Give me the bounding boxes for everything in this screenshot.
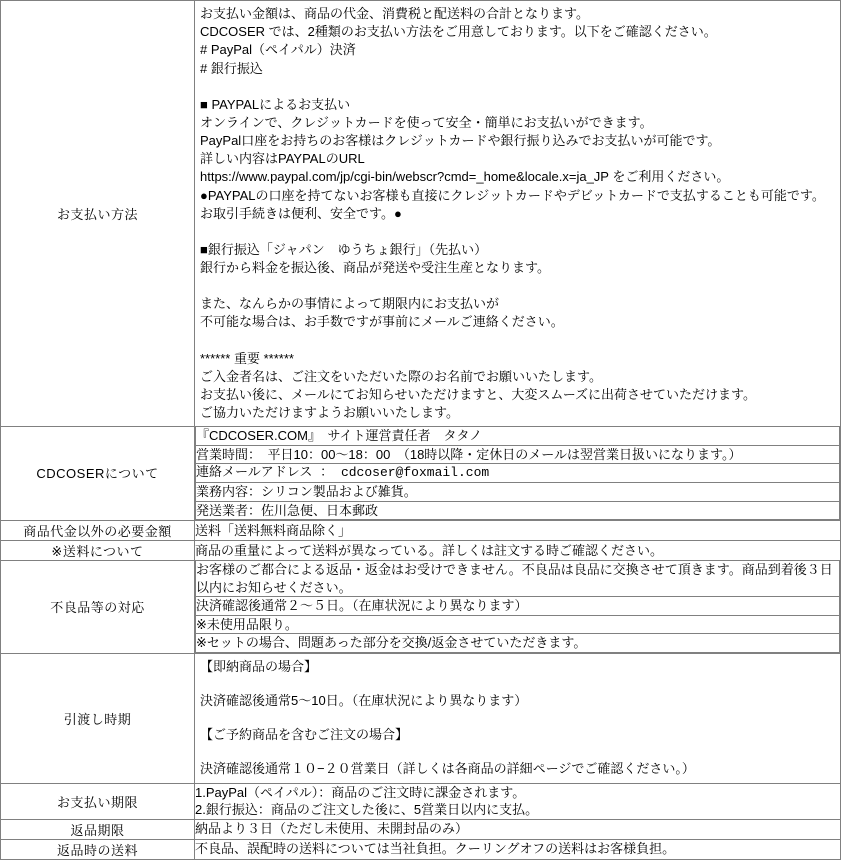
row-content-defective: [195, 561, 841, 654]
payment-line-important: ****** 重要 ******: [200, 350, 294, 366]
payment-line: ●PAYPALの口座を持てないお客様も直接にクレジットカードやデビットカードで支払することも可能です。: [200, 187, 825, 203]
payment-line: また、なんらかの事情によって期限内にお支払いが: [200, 296, 500, 312]
delivery-line-blank: [200, 744, 836, 760]
table-row-shipping: [1, 541, 841, 561]
list-item: 営業時間： 平日10：00〜18：00 （18時以降・定休日のメールは翌営業日扱いになります。）: [196, 445, 840, 464]
payment-line-blank: [200, 78, 836, 96]
payment-line: 銀行から料金を振込後、商品が発送や受注生産となります。: [200, 260, 550, 276]
row-content-return-deadline: [195, 819, 841, 839]
list-item: 『CDCOSER.COM』 サイト運営責任者 タタノ: [196, 427, 840, 445]
row-label-return-shipping: 返品時の送料: [1, 839, 195, 859]
payment-line: CDCOSER では、2種類のお支払い方法をご用意しております。以下をご確認ください。: [200, 24, 717, 40]
row-label-defective: 不良品等の対応: [1, 561, 195, 654]
row-content-about-cdcoser: [195, 427, 841, 521]
row-content-delivery-time: [195, 653, 841, 783]
delivery-line: 【即納商品の場合】: [200, 658, 318, 674]
payment-line-blank: [200, 332, 836, 350]
payment-line-blank: [200, 223, 836, 241]
payment-line: ご協力いただけますようお願いいたします。: [200, 405, 459, 421]
payment-line: # PayPal（ペイパル）決済: [200, 42, 356, 58]
payment-line: 不可能な場合は、お手数ですが事前にメールご連絡ください。: [200, 314, 564, 330]
list-item: 不良品、誤配時の送料については当社負担。クーリングオフの送料はお客様負担。: [195, 841, 676, 857]
row-content-payment-deadline: [195, 783, 841, 819]
list-item: 商品の重量によって送料が異なっている。詳しくは註文する時ご確認ください。: [195, 542, 664, 558]
row-content-shipping: [195, 541, 841, 561]
list-item-email: 連絡メールアドレス ： cdcoser@foxmail.com: [196, 464, 840, 483]
row-label-return-deadline: 返品期限: [1, 819, 195, 839]
list-item: 決済確認後通常２〜５日。（在庫状況により異なります）: [196, 597, 840, 616]
payment-line: ■ PAYPALによるお支払い: [200, 96, 351, 112]
table-row-return-deadline: [1, 819, 841, 839]
list-item: 1.PayPal（ペイパル）：商品のご注文時に課金されます。: [195, 784, 526, 800]
payment-line: オンラインで、クレジットカードを使って安全・簡単にお支払いができます。: [200, 114, 653, 130]
defective-list: [195, 561, 840, 653]
payment-line: お支払い金額は、商品の代金、消費税と配送料の合計となります。: [200, 6, 589, 21]
table-row-return-shipping: [1, 839, 841, 859]
list-item: 発送業者：佐川急便、日本郵政: [196, 501, 840, 520]
table-row-payment-deadline: [1, 783, 841, 819]
table-row-extra-fees: [1, 521, 841, 541]
payment-line: お支払い後に、メールにてお知らせいただけますと、大変スムーズに出荷させていただけます。: [200, 386, 757, 402]
delivery-line-blank: [200, 676, 836, 692]
list-item: ※セットの場合、問題あった部分を交換/返金させていただきます。: [196, 634, 840, 653]
payment-line-blank: [200, 277, 836, 295]
row-label-about-cdcoser: CDCOSERについて: [1, 427, 195, 521]
table-row-defective: [1, 561, 841, 654]
row-label-delivery-time: 引渡し時期: [1, 653, 195, 783]
list-item: 送料「送料無料商品除く」: [195, 522, 352, 538]
payment-line: ご入金者名は、ご注文をいただいた際のお名前でお願いいたします。: [200, 368, 602, 384]
row-content-payment-method: [195, 1, 841, 427]
payment-line: 詳しい内容はPAYPALのURL: [200, 151, 365, 167]
delivery-line: 決済確認後通常5〜10日。（在庫状況により異なります）: [200, 692, 528, 708]
table-row-delivery-time: [1, 653, 841, 783]
list-item: 2.銀行振込：商品のご注文した後に、5営業日以内に支払。: [195, 802, 539, 818]
about-cdcoser-list: [195, 427, 840, 520]
row-label-payment-deadline: お支払い期限: [1, 783, 195, 819]
delivery-line: 【ご予約商品を含むご注文の場合】: [200, 727, 409, 743]
row-content-extra-fees: [195, 521, 841, 541]
payment-line: お取引手続きは便利、安全です。●: [200, 205, 402, 221]
list-item: 納品より３日（ただし未使用、未開封品のみ）: [195, 821, 469, 837]
table-row-about-cdcoser: [1, 427, 841, 521]
list-item: お客様のご都合による返品・返金はお受けできません。不良品は良品に交換させて頂きます。商品到着後３日以内にお知らせください。: [196, 561, 840, 597]
row-label-payment-method: お支払い方法: [1, 1, 195, 427]
payment-line: PayPal口座をお持ちのお客様はクレジットカードや銀行振り込みでお支払いが可能です。: [200, 133, 721, 149]
table-row-payment-method: [1, 1, 841, 427]
list-item: 業務内容：シリコン製品および雑貨。: [196, 482, 840, 501]
list-item: ※未使用品限り。: [196, 615, 840, 634]
row-label-shipping: ※送料について: [1, 541, 195, 561]
row-content-return-shipping: [195, 839, 841, 859]
paypal-url-line: https://www.paypal.com/jp/cgi-bin/webscr?cmd=_home&locale.x=ja_JP をご利用ください。: [200, 169, 730, 185]
payment-line: # 銀行振込: [200, 60, 263, 76]
payment-line: ■銀行振込「ジャパン ゆうちょ銀行」（先払い）: [200, 241, 488, 257]
row-label-extra-fees: 商品代金以外の必要金額: [1, 521, 195, 541]
delivery-line: 決済確認後通常１０−２０営業日（詳しくは各商品の詳細ページでご確認ください。）: [200, 761, 695, 777]
delivery-line-blank: [200, 710, 836, 726]
